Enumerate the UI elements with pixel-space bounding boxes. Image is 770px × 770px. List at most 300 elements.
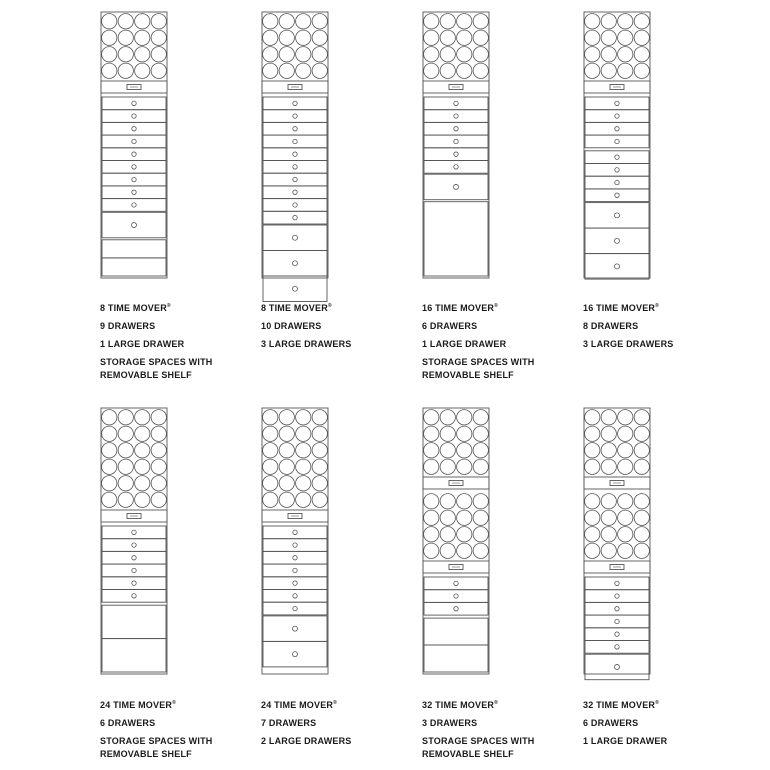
- watch-winder-slot: [457, 459, 472, 474]
- watch-winder-slot: [634, 63, 649, 78]
- watch-winder-slot: [424, 510, 439, 525]
- drawer-knob: [132, 127, 136, 131]
- watch-winder-slot: [585, 459, 600, 474]
- drawer-knob: [454, 581, 458, 585]
- watch-winder-slot: [618, 543, 633, 558]
- cabinet-5: [101, 408, 167, 674]
- watch-winder-slot: [440, 14, 455, 29]
- cabinet-frame: [262, 408, 328, 674]
- drawer-knob: [293, 165, 297, 169]
- watch-winder-slot: [440, 543, 455, 558]
- watch-winder-slot: [151, 30, 166, 45]
- cabinet-frame: [423, 408, 489, 674]
- caption-movers: 24 TIME MOVER: [261, 700, 334, 710]
- cabinet-frame: [423, 12, 489, 278]
- cabinet-frame: [101, 408, 167, 674]
- large-drawer-knob: [293, 261, 298, 266]
- trademark-symbol: ®: [494, 700, 499, 706]
- caption-drawers: 7 DRAWERS: [261, 718, 317, 728]
- drawer-knob: [454, 165, 458, 169]
- watch-winder-slot: [118, 443, 133, 458]
- watch-winder-slot: [118, 63, 133, 78]
- drawer-knob: [293, 543, 297, 547]
- watch-winder-slot: [457, 543, 472, 558]
- watch-winder-slot: [118, 492, 133, 507]
- watch-winder-slot: [135, 30, 150, 45]
- watch-winder-slot: [473, 459, 488, 474]
- caption-config-7: [422, 697, 572, 761]
- watch-winder-slot: [440, 527, 455, 542]
- trademark-symbol: ®: [172, 700, 177, 706]
- watch-winder-slot: [118, 30, 133, 45]
- caption-storage-shelf: REMOVABLE SHELF: [100, 370, 192, 380]
- watch-winder-slot: [135, 459, 150, 474]
- watch-winder-slot: [601, 527, 616, 542]
- watch-winder-slot: [585, 426, 600, 441]
- large-drawer-knob: [293, 626, 298, 631]
- watch-winder-slot: [263, 476, 278, 491]
- watch-winder-slot: [457, 443, 472, 458]
- watch-winder-slot: [457, 527, 472, 542]
- watch-winder-slot: [424, 494, 439, 509]
- watch-winder-slot: [618, 410, 633, 425]
- drawer-knob: [132, 114, 136, 118]
- drawer-knob: [132, 152, 136, 156]
- watch-winder-slot: [424, 14, 439, 29]
- watch-winder-slot: [440, 426, 455, 441]
- large-drawer-knob: [615, 238, 620, 243]
- watch-winder-slot: [473, 30, 488, 45]
- watch-winder-slot: [473, 543, 488, 558]
- drawer-knob: [293, 177, 297, 181]
- watch-winder-slot: [457, 14, 472, 29]
- watch-winder-slot: [296, 476, 311, 491]
- drawer-knob: [293, 215, 297, 219]
- watch-winder-slot: [618, 494, 633, 509]
- watch-winder-slot: [135, 426, 150, 441]
- watch-winder-slot: [634, 426, 649, 441]
- storage-space: [102, 258, 166, 276]
- watch-winder-slot: [634, 494, 649, 509]
- drawer-knob: [615, 193, 619, 197]
- drawer-knob: [293, 581, 297, 585]
- caption-storage-shelf: REMOVABLE SHELF: [422, 370, 514, 380]
- caption-drawers: 3 DRAWERS: [422, 718, 478, 728]
- watch-winder-slot: [634, 30, 649, 45]
- drawer-knob: [454, 127, 458, 131]
- watch-winder-slot: [440, 494, 455, 509]
- watch-winder-slot: [424, 47, 439, 62]
- caption-large-drawers: 2 LARGE DRAWERS: [261, 736, 352, 746]
- caption-config-1: [100, 300, 250, 382]
- watch-winder-slot: [102, 47, 117, 62]
- caption-config-4: [583, 300, 733, 351]
- drawer-knob: [132, 594, 136, 598]
- drawer-knob: [293, 530, 297, 534]
- watch-winder-slot: [457, 410, 472, 425]
- watch-winder-slot: [151, 492, 166, 507]
- watch-winder-slot: [601, 14, 616, 29]
- watch-winder-slot: [457, 510, 472, 525]
- watch-winder-slot: [118, 14, 133, 29]
- storage-space: [424, 618, 488, 645]
- caption-large-drawers: 1 LARGE DRAWER: [422, 339, 507, 349]
- cabinet-7: [423, 408, 489, 674]
- caption-movers: 32 TIME MOVER: [422, 700, 495, 710]
- watch-winder-slot: [473, 410, 488, 425]
- watch-winder-slot: [312, 426, 327, 441]
- drawer-knob: [293, 114, 297, 118]
- large-drawer-knob: [293, 235, 298, 240]
- caption-large-drawers: 1 LARGE DRAWER: [583, 736, 668, 746]
- watch-winder-slot: [585, 63, 600, 78]
- watch-winder-slot: [296, 426, 311, 441]
- watch-winder-slot: [618, 47, 633, 62]
- drawer-knob: [615, 114, 619, 118]
- watch-winder-slot: [424, 543, 439, 558]
- watch-winder-slot: [135, 492, 150, 507]
- drawer-knob: [615, 168, 619, 172]
- watch-winder-slot: [296, 63, 311, 78]
- watch-winder-slot: [440, 510, 455, 525]
- caption-storage: STORAGE SPACES WITH: [100, 357, 213, 367]
- caption-storage-shelf: REMOVABLE SHELF: [100, 749, 192, 759]
- caption-movers: 32 TIME MOVER: [583, 700, 656, 710]
- drawer-knob: [132, 101, 136, 105]
- drawer-knob: [615, 180, 619, 184]
- watch-winder-slot: [634, 47, 649, 62]
- watch-winder-slot: [296, 410, 311, 425]
- watch-winder-slot: [296, 459, 311, 474]
- watch-winder-slot: [424, 410, 439, 425]
- watch-winder-slot: [440, 459, 455, 474]
- watch-winder-slot: [279, 63, 294, 78]
- drawer-knob: [132, 568, 136, 572]
- watch-winder-slot: [102, 410, 117, 425]
- watch-winder-slot: [279, 410, 294, 425]
- watch-winder-slot: [151, 476, 166, 491]
- watch-winder-slot: [279, 47, 294, 62]
- caption-large-drawers: 1 LARGE DRAWER: [100, 339, 185, 349]
- drawer-knob: [293, 190, 297, 194]
- drawer-knob: [132, 543, 136, 547]
- drawer-knob: [293, 594, 297, 598]
- drawer-knob: [293, 139, 297, 143]
- watch-winder-slot: [118, 47, 133, 62]
- watch-winder-slot: [457, 426, 472, 441]
- watch-winder-slot: [618, 459, 633, 474]
- watch-winder-slot: [634, 543, 649, 558]
- caption-config-3: [422, 300, 572, 382]
- caption-movers: 16 TIME MOVER: [422, 303, 495, 313]
- watch-winder-slot: [585, 410, 600, 425]
- drawer-knob: [132, 165, 136, 169]
- watch-winder-slot: [634, 443, 649, 458]
- watch-winder-slot: [585, 527, 600, 542]
- watch-winder-slot: [634, 459, 649, 474]
- watch-winder-slot: [312, 476, 327, 491]
- watch-winder-slot: [585, 543, 600, 558]
- caption-storage: STORAGE SPACES WITH: [422, 357, 535, 367]
- watch-winder-slot: [618, 426, 633, 441]
- watch-winder-slot: [312, 443, 327, 458]
- watch-winder-slot: [151, 63, 166, 78]
- watch-winder-slot: [102, 492, 117, 507]
- watch-winder-slot: [440, 63, 455, 78]
- watch-winder-slot: [601, 30, 616, 45]
- watch-winder-slot: [102, 63, 117, 78]
- watch-winder-slot: [279, 476, 294, 491]
- cabinet-2: [262, 12, 328, 302]
- trademark-symbol: ®: [494, 303, 499, 309]
- drawer-knob: [615, 632, 619, 636]
- watch-winder-slot: [457, 63, 472, 78]
- watch-winder-slot: [296, 30, 311, 45]
- watch-winder-slot: [151, 410, 166, 425]
- caption-large-drawers: 3 LARGE DRAWERS: [261, 339, 352, 349]
- watch-winder-slot: [135, 14, 150, 29]
- caption-drawers: 6 DRAWERS: [100, 718, 156, 728]
- watch-winder-slot: [601, 63, 616, 78]
- watch-winder-slot: [601, 543, 616, 558]
- watch-winder-slot: [618, 443, 633, 458]
- storage-space: [102, 240, 166, 258]
- caption-storage-shelf: REMOVABLE SHELF: [422, 749, 514, 759]
- drawer-knob: [615, 619, 619, 623]
- watch-winder-slot: [473, 443, 488, 458]
- cabinet-8: [584, 408, 650, 680]
- watch-winder-slot: [263, 426, 278, 441]
- caption-config-8: [583, 697, 733, 748]
- watch-winder-slot: [102, 476, 117, 491]
- watch-winder-slot: [296, 492, 311, 507]
- watch-winder-slot: [440, 410, 455, 425]
- caption-drawers: 9 DRAWERS: [100, 321, 156, 331]
- drawer-knob: [132, 190, 136, 194]
- watch-winder-slot: [585, 443, 600, 458]
- drawer-knob: [615, 607, 619, 611]
- watch-winder-slot: [473, 47, 488, 62]
- watch-winder-slot: [618, 30, 633, 45]
- trademark-symbol: ®: [655, 303, 660, 309]
- drawer-knob: [132, 581, 136, 585]
- drawer-knob: [132, 203, 136, 207]
- storage-space: [102, 639, 166, 672]
- watch-winder-slot: [151, 459, 166, 474]
- drawer-knob: [454, 152, 458, 156]
- drawer-knob: [132, 556, 136, 560]
- drawer-knob: [615, 645, 619, 649]
- watch-winder-slot: [424, 459, 439, 474]
- watch-winder-slot: [118, 426, 133, 441]
- watch-winder-slot: [102, 443, 117, 458]
- caption-config-5: [100, 697, 250, 761]
- watch-winder-slot: [618, 14, 633, 29]
- drawer-knob: [454, 101, 458, 105]
- caption-movers: 24 TIME MOVER: [100, 700, 173, 710]
- watch-winder-slot: [102, 459, 117, 474]
- watch-winder-slot: [102, 426, 117, 441]
- watch-winder-slot: [296, 14, 311, 29]
- watch-winder-slot: [473, 426, 488, 441]
- watch-winder-slot: [279, 459, 294, 474]
- watch-winder-slot: [118, 476, 133, 491]
- watch-winder-slot: [440, 443, 455, 458]
- watch-winder-slot: [296, 443, 311, 458]
- watch-winder-slot: [312, 63, 327, 78]
- watch-winder-slot: [634, 527, 649, 542]
- watch-winder-slot: [263, 14, 278, 29]
- watch-winder-slot: [601, 47, 616, 62]
- drawer-knob: [293, 203, 297, 207]
- drawer-knob: [615, 155, 619, 159]
- trademark-symbol: ®: [655, 700, 660, 706]
- watch-winder-slot: [585, 494, 600, 509]
- watch-winder-slot: [457, 47, 472, 62]
- watch-winder-slot: [135, 63, 150, 78]
- watch-winder-slot: [601, 426, 616, 441]
- watch-winder-slot: [263, 492, 278, 507]
- watch-winder-slot: [473, 510, 488, 525]
- watch-winder-slot: [102, 14, 117, 29]
- caption-drawers: 8 DRAWERS: [583, 321, 639, 331]
- watch-winder-slot: [151, 14, 166, 29]
- drawer-knob: [615, 127, 619, 131]
- trademark-symbol: ®: [166, 303, 171, 309]
- cabinet-6: [262, 408, 328, 674]
- drawer-knob: [454, 114, 458, 118]
- watch-winder-slot: [118, 410, 133, 425]
- watch-winder-slot: [424, 426, 439, 441]
- watch-winder-slot: [618, 63, 633, 78]
- drawer-knob: [293, 127, 297, 131]
- watch-winder-slot: [135, 47, 150, 62]
- caption-storage: STORAGE SPACES WITH: [422, 736, 535, 746]
- drawer-knob: [293, 556, 297, 560]
- drawer-knob: [615, 594, 619, 598]
- large-drawer-knob: [293, 652, 298, 657]
- watch-winder-slot: [440, 47, 455, 62]
- watch-winder-slot: [601, 459, 616, 474]
- watch-winder-slot: [634, 410, 649, 425]
- watch-winder-slot: [457, 30, 472, 45]
- watch-winder-slot: [473, 63, 488, 78]
- caption-storage: STORAGE SPACES WITH: [100, 736, 213, 746]
- drawer-knob: [132, 177, 136, 181]
- caption-movers: 8 TIME MOVER: [100, 303, 167, 313]
- watch-winder-slot: [279, 14, 294, 29]
- watch-winder-slot: [473, 494, 488, 509]
- drawer-knob: [615, 581, 619, 585]
- watch-winder-slot: [279, 30, 294, 45]
- watch-winder-slot: [263, 459, 278, 474]
- drawer-knob: [293, 101, 297, 105]
- caption-movers: 16 TIME MOVER: [583, 303, 656, 313]
- caption-drawers: 10 DRAWERS: [261, 321, 322, 331]
- watch-winder-slot: [312, 47, 327, 62]
- drawer-knob: [293, 152, 297, 156]
- large-drawer-knob: [293, 286, 298, 291]
- watch-winder-slot: [135, 476, 150, 491]
- watch-winder-slot: [601, 443, 616, 458]
- watch-winder-slot: [424, 527, 439, 542]
- watch-winder-slot: [634, 14, 649, 29]
- large-drawer-knob: [615, 213, 620, 218]
- watch-winder-slot: [424, 63, 439, 78]
- drawer-knob: [132, 139, 136, 143]
- watch-winder-slot: [151, 426, 166, 441]
- watch-winder-slot: [263, 443, 278, 458]
- watch-winder-slot: [473, 14, 488, 29]
- caption-large-drawers: 3 LARGE DRAWERS: [583, 339, 674, 349]
- watch-winder-slot: [151, 443, 166, 458]
- watch-winder-slot: [424, 30, 439, 45]
- watch-winder-slot: [135, 443, 150, 458]
- watch-winder-slot: [263, 30, 278, 45]
- caption-drawers: 6 DRAWERS: [422, 321, 478, 331]
- watch-winder-slot: [279, 443, 294, 458]
- watch-winder-slot: [312, 30, 327, 45]
- trademark-symbol: ®: [333, 700, 338, 706]
- watch-winder-slot: [312, 410, 327, 425]
- caption-drawers: 6 DRAWERS: [583, 718, 639, 728]
- watch-winder-slot: [618, 527, 633, 542]
- storage-space: [424, 202, 488, 276]
- drawer-knob: [454, 139, 458, 143]
- caption-movers: 8 TIME MOVER: [261, 303, 328, 313]
- watch-winder-slot: [118, 459, 133, 474]
- watch-winder-slot: [151, 47, 166, 62]
- drawer-knob: [293, 606, 297, 610]
- storage-space: [102, 605, 166, 638]
- caption-config-2: [261, 300, 411, 351]
- watch-winder-slot: [279, 426, 294, 441]
- watch-winder-slot: [585, 14, 600, 29]
- cabinet-3: [423, 12, 489, 278]
- watch-winder-slot: [102, 30, 117, 45]
- watch-winder-slot: [263, 63, 278, 78]
- watch-winder-slot: [440, 30, 455, 45]
- watch-winder-slot: [601, 410, 616, 425]
- watch-winder-slot: [473, 527, 488, 542]
- watch-winder-slot: [601, 494, 616, 509]
- drawer-knob: [454, 607, 458, 611]
- watch-winder-slot: [296, 47, 311, 62]
- large-drawer-knob: [615, 264, 620, 269]
- drawer-knob: [454, 594, 458, 598]
- watch-winder-slot: [312, 14, 327, 29]
- trademark-symbol: ®: [327, 303, 332, 309]
- drawer-knob: [615, 139, 619, 143]
- watch-winder-slot: [263, 47, 278, 62]
- watch-winder-slot: [585, 30, 600, 45]
- caption-config-6: [261, 697, 411, 748]
- watch-winder-slot: [312, 459, 327, 474]
- watch-winder-slot: [585, 47, 600, 62]
- drawer-knob: [293, 568, 297, 572]
- watch-winder-slot: [263, 410, 278, 425]
- watch-winder-slot: [424, 443, 439, 458]
- watch-winder-slot: [634, 510, 649, 525]
- storage-space: [424, 645, 488, 672]
- large-drawer-knob: [132, 223, 137, 228]
- watch-winder-slot: [601, 510, 616, 525]
- watch-winder-slot: [279, 492, 294, 507]
- watch-winder-slot: [585, 510, 600, 525]
- watch-winder-slot: [618, 510, 633, 525]
- cabinet-4: [584, 12, 650, 279]
- drawer-knob: [615, 101, 619, 105]
